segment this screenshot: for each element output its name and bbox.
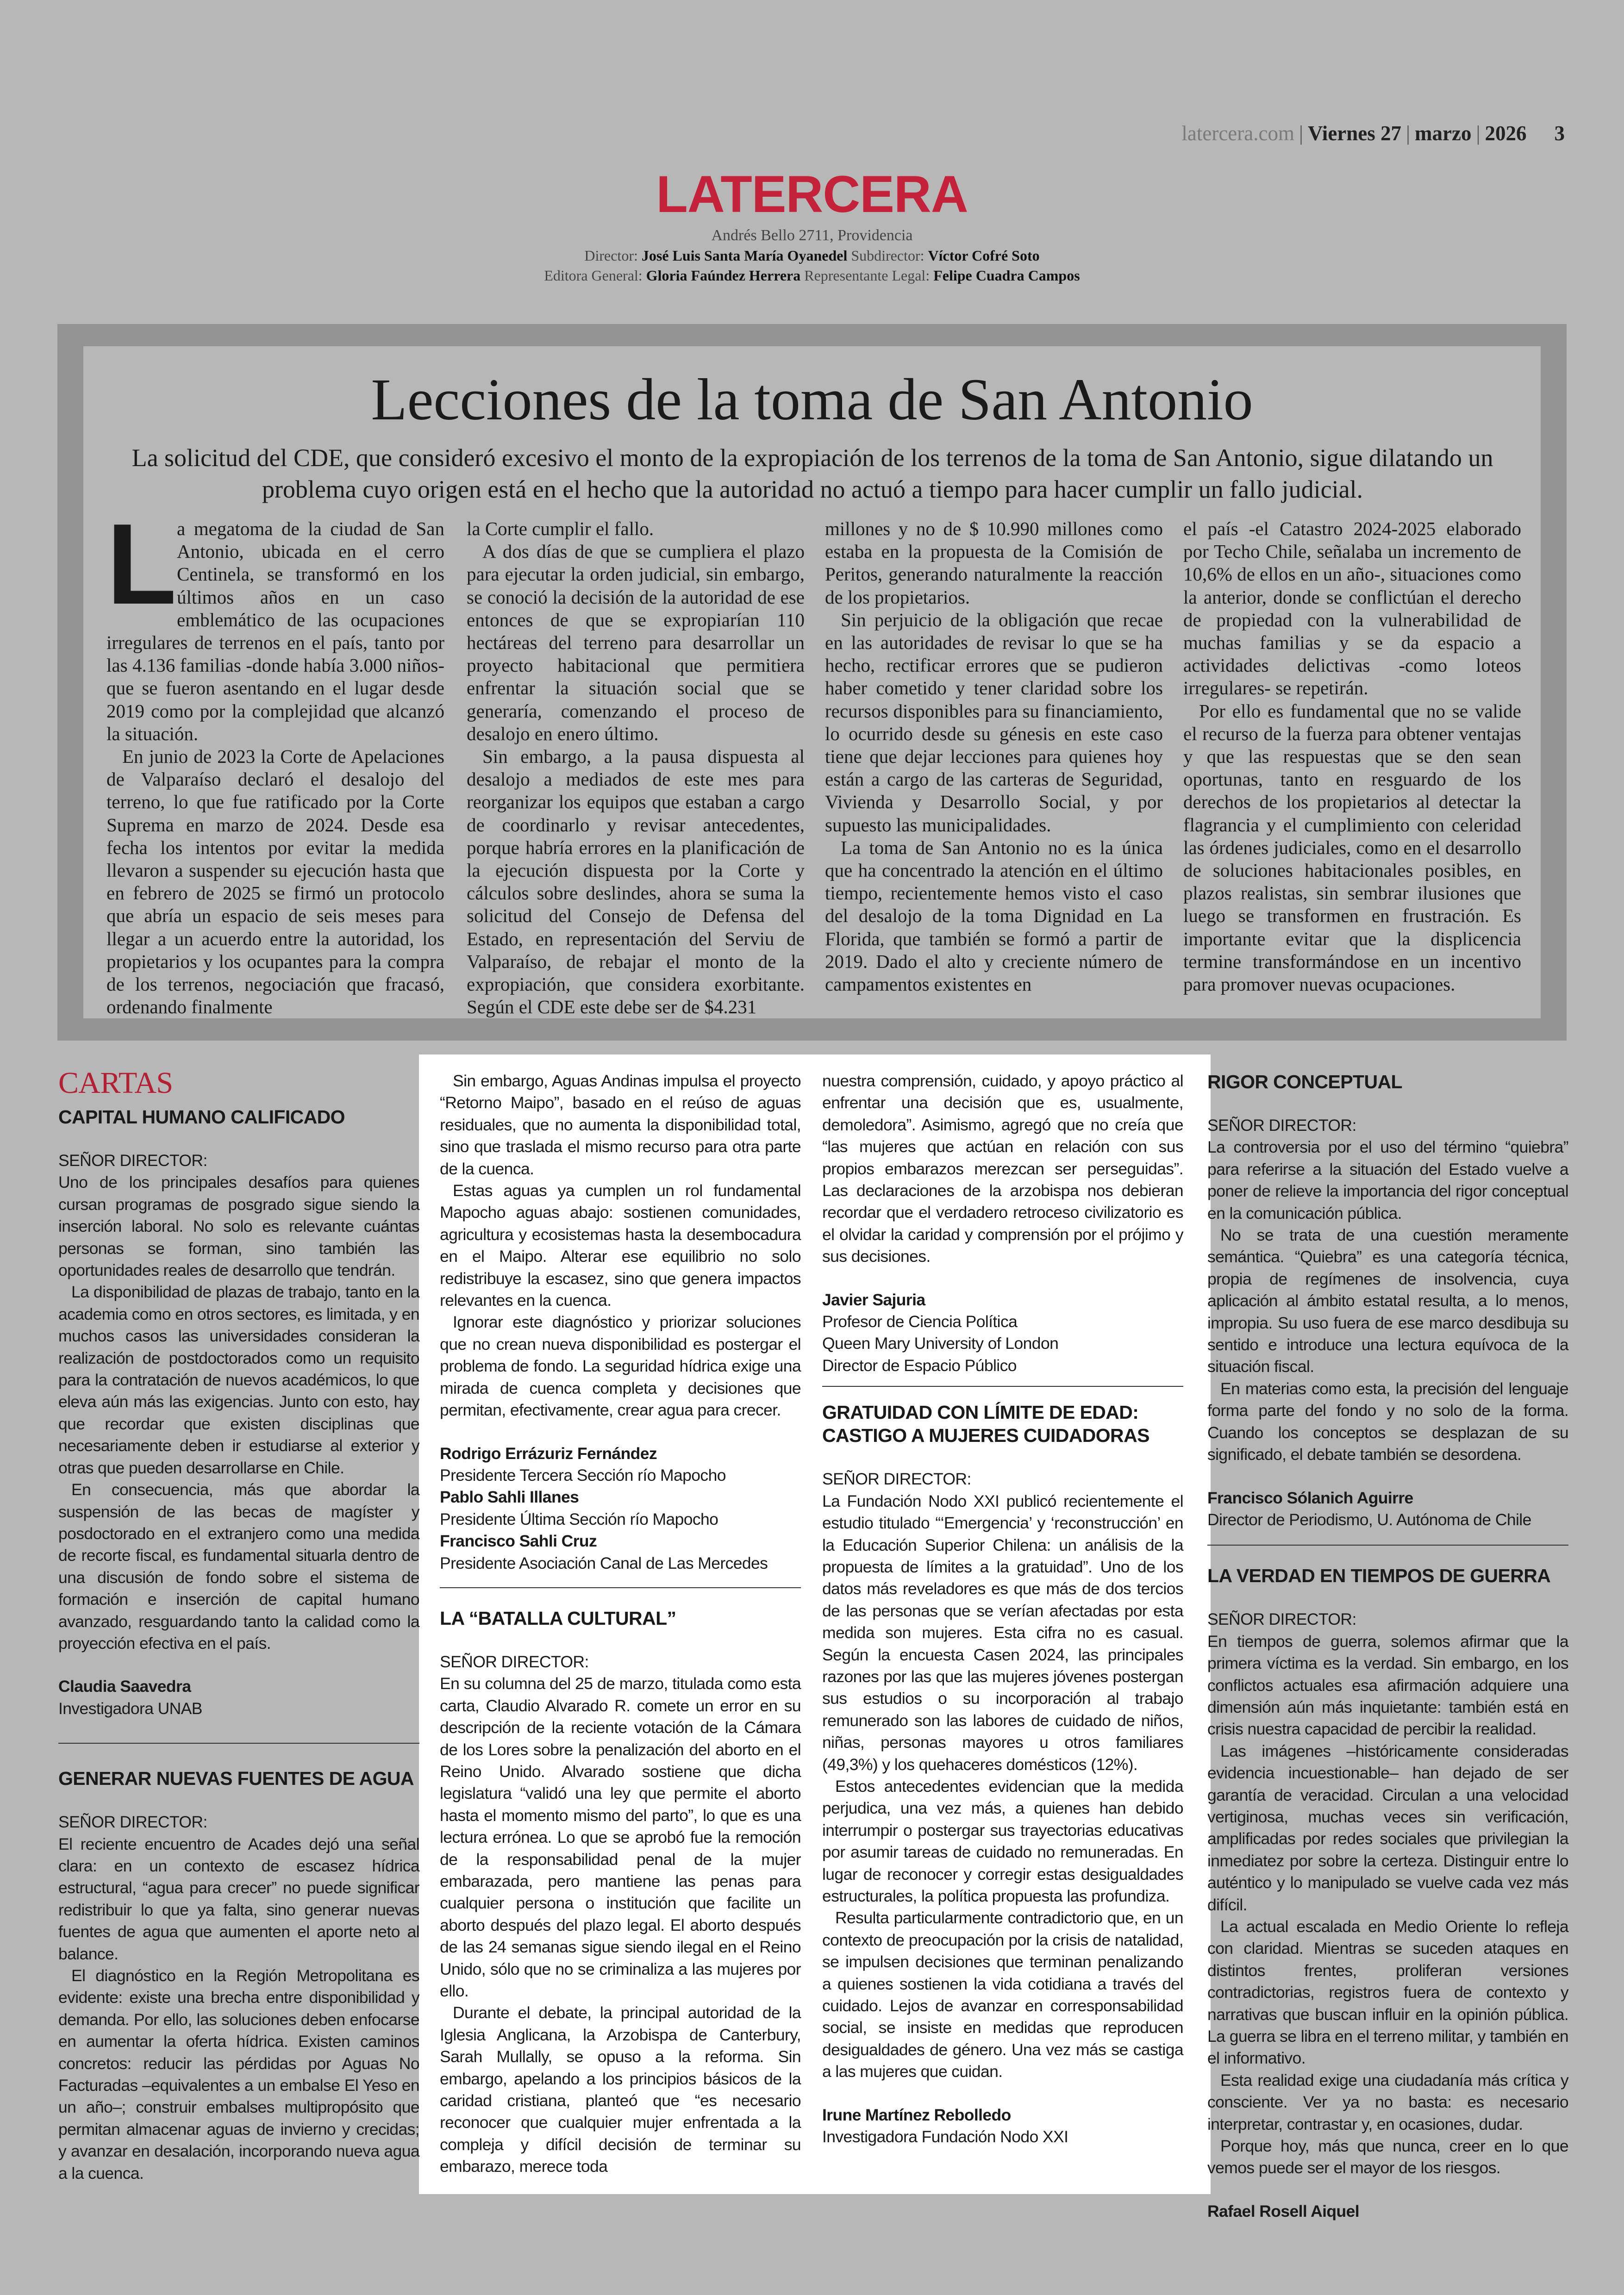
letter-signer: Claudia Saavedra — [58, 1677, 191, 1696]
letter-paragraph: Esta realidad exige una ciudadanía más crítica y consciente. Ver ya no basta: es necesario interpretar, contrastar y, en ocasiones, dudar. — [1207, 2070, 1568, 2133]
editorial-title: Lecciones de la toma de San Antonio — [371, 367, 1253, 432]
editorial-column-4 — [1183, 518, 1521, 996]
letter-affiliation: Presidente Última Sección río Mapocho — [440, 1509, 718, 1528]
section-title: CARTAS — [58, 1066, 173, 1100]
editor-name: Gloria Faúndez Herrera — [646, 267, 801, 284]
editorial-subtitle: La solicitud del CDE, que consideró excesivo el monto de la expropiación de los terrenos de la toma de San Antonio, sigue dilatando un problema cuyo origen está en el hecho que la autoridad no actuó a tiempo para hacer cumplir un fallo judicial. — [131, 444, 1493, 503]
letter-salutation: SEÑOR DIRECTOR: — [1207, 1116, 1356, 1135]
drop-cap: L — [106, 499, 177, 628]
letter-paragraph: Estos antecedentes evidencian que la medida perjudica, una vez más, a quienes han debido interrumpir o postergar sus trayectorias educativas por asumir tareas de cuidado no remuneradas. En lugar de reconocer y corregir estas desigualdades estructurales, la política propuesta las profundiza. — [822, 1777, 1183, 1905]
letter-paragraph: La Fundación Nodo XXI publicó recientemente el estudio titulado “‘Emergencia’ y ‘reconstrucción’ en la Educación Superior Chilena: un análisis de la propuesta de límites a la gratuidad”. Uno de los datos más reveladores es que más de dos tercios de las personas que se verían afectadas por esta medida son mujeres. Esta cifra no es casual. Según la encuesta Casen 2024, las principales razones por las que las mujeres jóvenes postergan sus estudios o su incorporación al trabajo remunerado son las labores de cuidado de niños, niñas, personas mayores u otros familiares (49,3%) y los quehaceres domésticos (12%). — [822, 1491, 1183, 1774]
letter-paragraph: Uno de los principales desafíos para quienes cursan programas de posgrado sigue siendo la inserción laboral. No solo es relevante cuántas personas se forman, sino también las oportunidades reales de desarrollo que tendrán. — [58, 1173, 419, 1280]
letter-signer: Rafael Rosell Aiquel — [1207, 2201, 1359, 2220]
director-label: Director: — [584, 247, 638, 264]
letter-signer: Pablo Sahli Illanes — [440, 1488, 579, 1507]
letter-salutation: SEÑOR DIRECTOR: — [1207, 1610, 1356, 1629]
letters-column-1 — [58, 1065, 419, 2184]
editorial-paragraph: la Corte cumplir el fallo. — [467, 518, 654, 539]
letter-heading: CAPITAL HUMANO CALIFICADO — [58, 1106, 345, 1128]
letter-paragraph: La disponibilidad de plazas de trabajo, tanto en la academia como en otros sectores, es limitada, y en muchos casos las universidades consideran la realización de postdoctorados como un requisito para la contratación de nuevos académicos, lo que eleva aún más las exigencias. Junto con esto, hay que recordar que existen disciplinas que necesariamente deben ir estudiarse al exterior y otras que pueden desarrollarse en Chile. — [58, 1283, 419, 1477]
folio-month: marzo — [1415, 122, 1472, 145]
editor-label: Editora General: — [544, 267, 643, 284]
letter-heading: GENERAR NUEVAS FUENTES DE AGUA — [58, 1768, 414, 1790]
editorial-paragraph: La toma de San Antonio no es la única que ha concentrado la atención en el último tiempo, recientemente hemos visto el caso del desalojo de la toma Dignidad en La Florida, que también se formó a partir de 2019. Dado el alto y creciente número de campamentos existentes en — [825, 836, 1163, 995]
divider — [822, 1386, 1183, 1387]
letter-heading: GRATUIDAD CON LÍMITE DE EDAD: CASTIGO A MUJERES CUIDADORAS — [822, 1402, 1149, 1447]
letter-paragraph: En consecuencia, más que abordar la suspensión de las becas de magíster y posdoctorado en el extranjero como una medida de recorte fiscal, es fundamental situarla dentro de una discusión de fondo sobre el sistema de formación e inserción de capital humano avanzado, resguardando tanto la calidad como la proyección efectiva en el país. — [58, 1480, 419, 1653]
letter-affiliation: Investigadora UNAB — [58, 1699, 202, 1718]
letter-paragraph: El reciente encuentro de Acades dejó una señal clara: en un contexto de escasez hídrica estructural, “agua para crecer” no puede significar redistribuir lo que ya falta, sino generar nuevas fuentes de agua que aumenten el aporte neto al balance. — [58, 1834, 419, 1963]
letter-paragraph: Ignorar este diagnóstico y priorizar soluciones que no crean nueva disponibilidad es postergar el problema de fondo. La seguridad hídrica exige una mirada de cuenca completa y decisiones que permitan, efectivamente, crear agua para crecer. — [440, 1313, 801, 1420]
editorial-paragraph: Sin embargo, a la pausa dispuesta al desalojo a mediados de este mes para reorganizar los equipos que estaban a cargo de coordinarlo y revisar antecedentes, porque habría errores en la planificación de la ejecución dispuesta por la Corte y cálculos sobre deslindes, ahora se suma la solicitud del Consejo de Defensa del Estado, en representación del Serviu de Valparaíso, de rebajar el monto de la expropiación, que considera exorbitante. Según el CDE este debe ser de $4.231 — [467, 746, 805, 1018]
legal-rep-name: Felipe Cuadra Campos — [933, 267, 1080, 284]
letter-paragraph: Las imágenes –históricamente consideradas evidencia incuestionable– han dejado de ser garantía de veracidad. Circulan a una velocidad vertiginosa, muchas veces sin verificación, amplificadas por redes sociales que privilegian la inmediatez por sobre la certeza. Distinguir entre lo auténtico y lo manipulado se vuelve cada vez más difícil. — [1207, 1741, 1568, 1914]
newspaper-logo: LATERCERA — [656, 165, 968, 223]
staff-line-1 — [0, 247, 1624, 264]
legal-rep-label: Representante Legal: — [804, 267, 930, 284]
folio-day: Viernes 27 — [1307, 122, 1402, 145]
letter-salutation: SEÑOR DIRECTOR: — [440, 1652, 589, 1671]
letter-paragraph: En materias como esta, la precisión del lenguaje forma parte del fondo y no solo de la forma. Cuando los conceptos se desplazan de su significado, el debate también se desordena. — [1207, 1379, 1568, 1464]
editorial-paragraph: millones y no de $ 10.990 millones como estaba en la propuesta de la Comisión de Peritos, generando naturalmente la reacción de los propietarios. — [825, 518, 1163, 608]
letter-paragraph: En su columna del 25 de marzo, titulada como esta carta, Claudio Alvarado R. comete un error en su descripción de la reciente votación de la Cámara de los Lores sobre la penalización del aborto en el Reino Unido. Alvarado sostiene que dicha legislatura “validó una ley que permite el aborto hasta el momento mismo del parto”, lo que es una lectura errónea. Lo que se aprobó fue la remoción de la responsabilidad penal de la mujer embarazada, pero mantiene las penas para cualquier persona o institución que facilite un aborto después del plazo legal. El aborto después de las 24 semanas sigue siendo ilegal en el Reino Unido, sólo que no se criminaliza a las mujeres por ello. — [440, 1674, 801, 2001]
letter-paragraph: Sin embargo, Aguas Andinas impulsa el proyecto “Retorno Maipo”, basado en el reúso de aguas residuales, que no aumenta la disponibilidad total, sino que traslada el mismo recurso para otra parte de la cuenca. — [440, 1072, 801, 1178]
letter-affiliation: Profesor de Ciencia Política — [822, 1312, 1018, 1331]
letters-column-2 — [440, 1070, 801, 2178]
letter-paragraph: Estas aguas ya cumplen un rol fundamental Mapocho aguas abajo: sostienen comunidades, agricultura y ecosistemas hasta la desembocadura en el Maipo. Alterar ese equilibrio no solo redistribuye la escasez, sino que genera impactos relevantes en la cuenca. — [440, 1181, 801, 1310]
letter-heading: LA VERDAD EN TIEMPOS DE GUERRA — [1207, 1565, 1551, 1587]
editorial-column-1 — [106, 499, 444, 1018]
editorial-column-3 — [825, 518, 1163, 996]
divider — [58, 1743, 419, 1744]
letter-affiliation: Presidente Asociación Canal de Las Mercedes — [440, 1553, 768, 1572]
letter-paragraph: En tiempos de guerra, solemos afirmar que la primera víctima es la verdad. Sin embargo, en los conflictos actuales esa afirmación adquiere una dimensión aún más inquietante: también está en crisis nuestra capacidad de percibir la realidad. — [1207, 1632, 1568, 1739]
letter-paragraph: La controversia por el uso del término “quiebra” para referirse a la situación del Estado vuelve a poner de relieve la importancia del rigor conceptual en la comunicación pública. — [1207, 1138, 1568, 1222]
letter-signer: Irune Martínez Rebolledo — [822, 2105, 1011, 2124]
letter-signer: Francisco Sólanich Aguirre — [1207, 1488, 1413, 1507]
masthead — [0, 164, 1624, 284]
subdirector-label: Subdirector: — [851, 247, 924, 264]
letter-paragraph: El diagnóstico en la Región Metropolitana es evidente: existe una brecha entre disponibilidad y demanda. Por ello, las soluciones deben enfocarse en aumentar la oferta hídrica. Existen caminos concretos: reducir las pérdidas por Aguas No Facturadas –equivalentes a un embalse El Yeso en un año–; construir embalses multipropósito que permitan almacenar aguas de invierno y crecidas; y avanzar en desalación, incorporando nueva agua a la cuenca. — [58, 1966, 419, 2183]
letter-heading: RIGOR CONCEPTUAL — [1207, 1071, 1402, 1092]
editorial-paragraph: En junio de 2023 la Corte de Apelaciones de Valparaíso declaró el desalojo del terreno, lo que fue ratificado por la Corte Suprema en marzo de 2024. Desde esa fecha los intentos por evitar la medida llevaron a suspender su ejecución hasta que en febrero de 2025 se firmó un protocolo que abría un espacio de seis meses para llegar a un acuerdo entre la autoridad, los propietarios y los ocupantes para la compra de los terrenos, negociación que fracasó, ordenando finalmente — [106, 746, 444, 1018]
letter-paragraph: Resulta particularmente contradictorio que, en un contexto de preocupación por la crisis de natalidad, se impulsen decisiones que terminan penalizando a quienes sostienen la vida cotidiana a través del cuidado. Lejos de avanzar en corresponsabilidad social, se insiste en medidas que reproducen desigualdades de género. Una vez más se castiga a las mujeres que cuidan. — [822, 1908, 1183, 2081]
letter-signer: Francisco Sahli Cruz — [440, 1532, 597, 1551]
subdirector-name: Víctor Cofré Soto — [928, 247, 1040, 264]
page-folio: latercera.com | Viernes 27 | marzo | 2026 3 — [1181, 122, 1565, 145]
address: Andrés Bello 2711, Providencia — [711, 227, 913, 244]
letter-paragraph: Durante el debate, la principal autoridad de la Iglesia Anglicana, la Arzobispa de Canterbury, Sarah Mullally, se opuso a la reforma. Sin embargo, apelando a los principios básicos de la caridad cristiana, planteó que “es necesario reconocer que cualquier mujer enfrentada a la compleja y difícil decisión de terminar su embarazo, merece toda — [440, 2003, 801, 2176]
letter-affiliation: Director de Espacio Público — [822, 1356, 1017, 1375]
letter-signer: Rodrigo Errázuriz Fernández — [440, 1444, 657, 1463]
staff-line-2 — [0, 267, 1624, 284]
editorial-paragraph: A dos días de que se cumpliera el plazo para ejecutar la orden judicial, sin embargo, se conoció la decisión de la autoridad de ese entonces de que se expropiarían 110 hectáreas del terreno para desarrollar un proyecto habitacional que permitiera enfrentar la situación social que se generaría, comenzando el proceso de desalojo en enero último. — [467, 541, 805, 744]
page-number: 3 — [1554, 122, 1565, 145]
letters-column-3 — [822, 1070, 1183, 2148]
letter-paragraph: Porque hoy, más que nunca, creer en lo que vemos puede ser el mayor de los riesgos. — [1207, 2137, 1568, 2177]
letters-column-4 — [1207, 1070, 1568, 2222]
divider — [440, 1587, 801, 1588]
letter-salutation: SEÑOR DIRECTOR: — [822, 1470, 971, 1489]
site-url[interactable]: latercera.com — [1181, 122, 1294, 145]
letter-affiliation: Presidente Tercera Sección río Mapocho — [440, 1466, 726, 1484]
letter-salutation: SEÑOR DIRECTOR: — [58, 1151, 207, 1170]
editorial-paragraph: Sin perjuicio de la obligación que recae en las autoridades de revisar lo que se ha hecho, rectificar errores que se pudieron haber cometido y tener claridad sobre los recursos disponibles para su financiamiento, lo ocurrido desde su génesis en este caso tiene que dejar lecciones para quienes hoy están a cargo de las carteras de Seguridad, Vivienda y Desarrollo Social, y por supuesto las municipalidades. — [825, 609, 1163, 836]
editorial-column-2 — [467, 518, 805, 1018]
letter-paragraph: nuestra comprensión, cuidado, y apoyo práctico al enfrentar una decisión que es, usualmente, demoledora”. Asimismo, agregó que no creía que “las mujeres que actúan en relación con sus propios embarazos merezcan ser perseguidas”. Las declaraciones de la arzobispa nos debieran recordar que el verdadero retroceso civilizatorio es el olvidar la caridad y comprensión por el prójimo y sus decisiones. — [822, 1072, 1183, 1266]
folio-year: 2026 — [1485, 122, 1527, 145]
letter-signer: Javier Sajuria — [822, 1290, 925, 1309]
director-name: José Luis Santa María Oyanedel — [641, 247, 848, 264]
letter-affiliation: Queen Mary University of London — [822, 1334, 1059, 1353]
editorial-paragraph: a megatoma de la ciudad de San Antonio, ubicada en el cerro Centinela, se transformó en los últimos años en un caso emblemático de las ocupaciones irregulares de terrenos en el país, tanto por las 4.136 familias -donde había 3.000 niños- que se fueron asentando en el lugar desde 2019 como por la complejidad que alcanzó la situación. — [106, 518, 444, 744]
editorial-paragraph: el país -el Catastro 2024-2025 elaborado por Techo Chile, señalaba un incremento de 10,6% de ellos en un año-, situaciones como la anterior, donde se conflictúan el derecho de propiedad con la vulnerabilidad de muchas familias y se da espacio a actividades delictivas -como loteos irregulares- se repetirán. — [1183, 518, 1521, 699]
letter-heading: LA “BATALLA CULTURAL” — [440, 1607, 676, 1629]
divider — [1207, 1545, 1568, 1546]
letter-affiliation: Investigadora Fundación Nodo XXI — [822, 2127, 1068, 2146]
letter-affiliation: Director de Periodismo, U. Autónoma de Chile — [1207, 1510, 1531, 1529]
letter-salutation: SEÑOR DIRECTOR: — [58, 1813, 207, 1832]
letter-paragraph: La actual escalada en Medio Oriente lo refleja con claridad. Mientras se suceden ataques en distintos frentes, proliferan versiones contradictorias, registros fuera de contexto y narrativas que buscan influir en la opinión pública. La guerra se libra en el terreno militar, y también en el informativo. — [1207, 1917, 1568, 2068]
letter-paragraph: No se trata de una cuestión meramente semántica. “Quiebra” es una categoría técnica, propia de regímenes de insolvencia, cuya aplicación al ámbito estatal resulta, a lo menos, impropia. Su uso fuera de ese marco desdibuja su sentido e introduce una lectura equívoca de la situación fiscal. — [1207, 1226, 1568, 1376]
editorial-paragraph: Por ello es fundamental que no se valide el recurso de la fuerza para obtener ventajas y que las respuestas que se den sean oportunas, tanto en resguardo de los derechos de los propietarios al detectar la flagrancia y el cumplimiento con celeridad las órdenes judiciales, como en el desarrollo de soluciones habitacionales posibles, en plazos realistas, sin sembrar ilusiones que luego se transformen en frustración. Es importante evitar que la displicencia termine transformándose en un incentivo para promover nuevas ocupaciones. — [1183, 700, 1521, 995]
